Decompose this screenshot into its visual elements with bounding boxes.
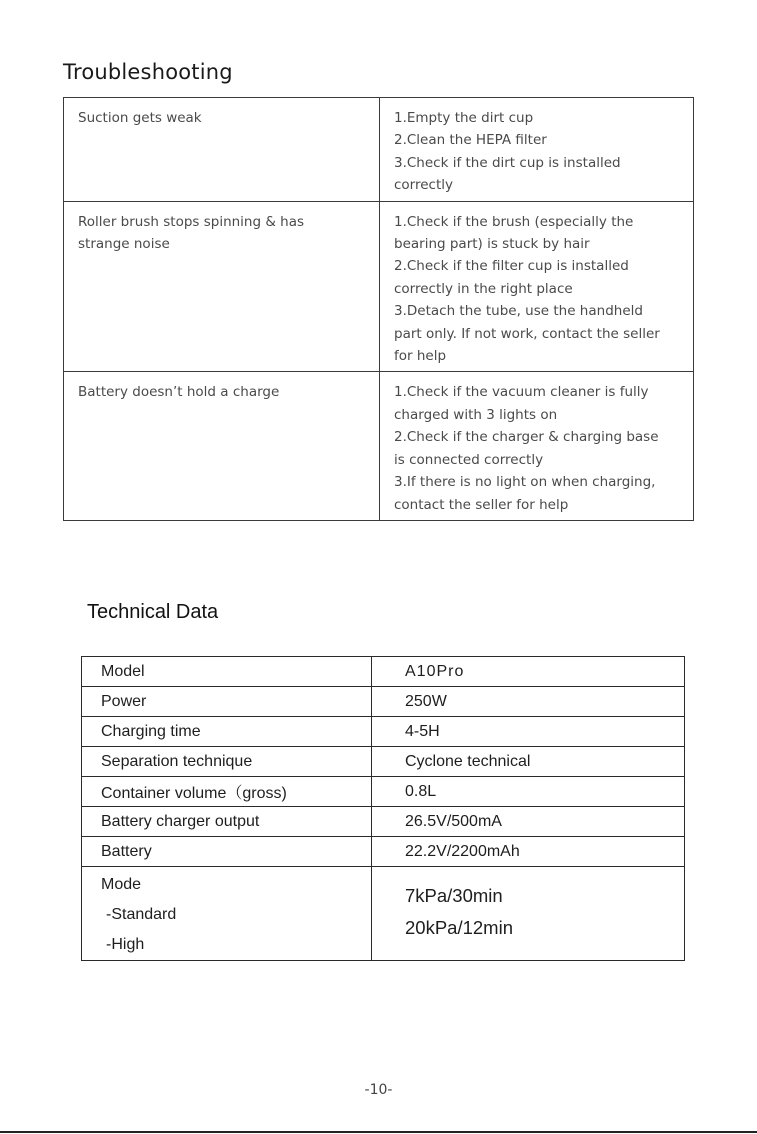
table-row	[82, 777, 685, 807]
solution-text: 2.Clean the HEPA filter	[394, 132, 547, 149]
technical-data-table	[81, 656, 685, 961]
table-row	[82, 687, 685, 717]
table-row	[82, 717, 685, 747]
spec-value: 22.2V/2200mAh	[372, 837, 685, 867]
solution-text: 1.Empty the dirt cup	[394, 110, 534, 126]
problem-cell	[64, 201, 380, 372]
table-row	[82, 837, 685, 867]
solution-text: 3.If there is no light on when charging,	[394, 474, 656, 491]
spec-label: Power	[82, 687, 372, 717]
spec-value: Cyclone technical	[372, 747, 685, 777]
solution-text: bearing part) is stuck by hair	[394, 236, 590, 253]
solution-text: 2.Check if the charger & charging base	[394, 429, 659, 446]
table-row	[64, 372, 694, 520]
problem-text: Suction gets weak	[78, 110, 202, 126]
spec-label: Separation technique	[82, 747, 372, 777]
solution-text: 3.Detach the tube, use the handheld	[394, 303, 643, 320]
spec-label: Container volume（gross)	[82, 777, 372, 807]
solution-cell	[380, 372, 694, 520]
solution-cell	[380, 98, 694, 202]
mode-label-cell	[82, 867, 372, 961]
spec-label: Battery charger output	[82, 807, 372, 837]
troubleshooting-title: Troubleshooting	[63, 60, 233, 84]
solution-text: is connected correctly	[394, 451, 544, 468]
solution-text: 3.Check if the dirt cup is installed	[394, 154, 621, 171]
spec-value: 0.8L	[372, 777, 685, 807]
technical-data-title: Technical Data	[87, 601, 219, 623]
spec-label: Battery	[82, 837, 372, 867]
mode-value: 7kPa/30min	[405, 885, 503, 906]
problem-text: Roller brush stops spinning & has	[78, 213, 305, 230]
solution-text: contact the seller for help	[394, 496, 569, 513]
page-number: -10-	[364, 1082, 393, 1098]
spec-value: 26.5V/500mA	[372, 807, 685, 837]
solution-cell	[380, 201, 694, 372]
solution-text: 1.Check if the brush (especially the	[394, 213, 634, 230]
mode-label: Mode	[101, 876, 142, 893]
table-row	[64, 201, 694, 372]
solution-text: part only. If not work, contact the seller	[394, 325, 660, 342]
troubleshooting-table	[63, 97, 694, 521]
table-row	[82, 867, 685, 961]
mode-value: 20kPa/12min	[405, 917, 513, 938]
table-row	[82, 657, 685, 687]
problem-text: strange noise	[78, 236, 170, 253]
spec-label: Model	[82, 657, 372, 687]
spec-label: Charging time	[82, 717, 372, 747]
solution-text: for help	[394, 348, 447, 365]
spec-value: 250W	[372, 687, 685, 717]
problem-cell	[64, 372, 380, 520]
solution-text: charged with 3 lights on	[394, 406, 558, 423]
mode-item: -High	[106, 936, 145, 953]
solution-text: 1.Check if the vacuum cleaner is fully	[394, 384, 649, 401]
solution-text: 2.Check if the filter cup is installed	[394, 258, 629, 275]
table-row	[82, 747, 685, 777]
solution-text: correctly	[394, 177, 454, 194]
solution-text: correctly in the right place	[394, 280, 573, 297]
mode-item: -Standard	[106, 906, 177, 923]
bottom-divider	[0, 1131, 757, 1133]
problem-cell	[64, 98, 380, 202]
problem-text: Battery doesn’t hold a charge	[78, 384, 280, 401]
table-row	[64, 98, 694, 202]
spec-value: A10Pro	[372, 657, 685, 687]
table-row	[82, 807, 685, 837]
mode-value-cell	[372, 867, 685, 961]
spec-value: 4-5H	[372, 717, 685, 747]
